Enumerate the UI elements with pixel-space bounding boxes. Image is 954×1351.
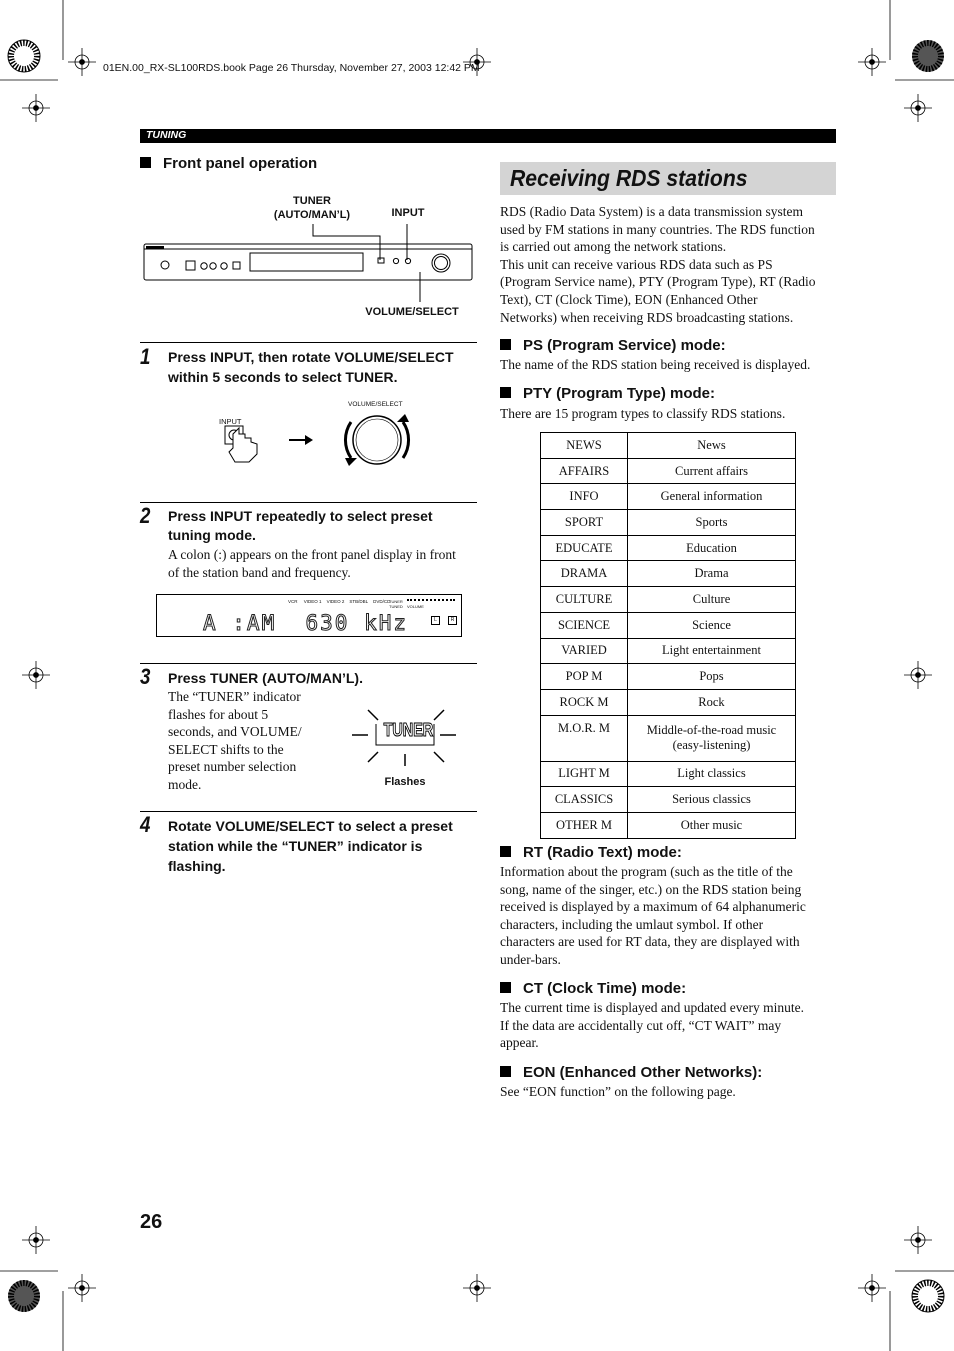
book-info-line: 01EN.00_RX-SL100RDS.book Page 26 Thursday, November 27, 2003 12:42 PM: [103, 62, 480, 74]
eon-heading: EON (Enhanced Other Networks):: [500, 1064, 762, 1081]
step-2-title: Press INPUT repeatedly to select preset tuning mode.: [168, 508, 433, 543]
table-row: OTHER M Other music: [541, 812, 796, 838]
step-3-body: The “TUNER” indicator flashes for about 5 seconds, and VOLUME/ SELECT shifts to the preset number selection mode.: [168, 689, 302, 792]
table-row: SPORT Sports: [541, 510, 796, 536]
rds-intro: RDS (Radio Data System) is a data transmission system used by FM stations in many countries. The RDS function is carried out among the network stations. This unit can receive various RDS data such as PS (Program Service name), PTY (Program Type), RT (Radio Text), CT (Clock Time), EON (Enhanced Other Networks) when receiving RDS broadcasting stations.: [500, 204, 816, 325]
step-rule: [140, 502, 477, 503]
tuner-word: TUNER: [383, 720, 434, 740]
table-row: AFFAIRS Current affairs: [541, 458, 796, 484]
section-label: TUNING: [146, 129, 187, 141]
front-panel-figure: [140, 222, 480, 307]
step1-input-label: INPUT: [219, 417, 242, 426]
front-panel-display: [156, 594, 462, 637]
step1-figure: [215, 408, 425, 470]
table-row: CLASSICS Serious classics: [541, 787, 796, 813]
table-row: ROCK M Rock: [541, 689, 796, 715]
page-number: 26: [140, 1211, 163, 1233]
display-inputs: VCR VIDEO 1 VIDEO 2 STB/DBL DVD/CD: [288, 599, 391, 604]
pty-heading: PTY (Program Type) mode:: [500, 385, 715, 402]
step-1-number: 1: [140, 344, 151, 369]
display-r-indicator: R: [448, 616, 457, 625]
volume-select-callout: VOLUME/SELECT: [365, 306, 459, 318]
rt-heading: RT (Radio Text) mode:: [500, 844, 682, 861]
table-row: NEWS News: [541, 433, 796, 459]
step-2-number: 2: [140, 503, 151, 528]
table-row: VARIED Light entertainment: [541, 638, 796, 664]
step-4-title: Rotate VOLUME/SELECT to select a preset station while the “TUNER” indicator is flashing.: [168, 818, 453, 874]
step1-volume-label: VOLUME/SELECT: [348, 401, 403, 408]
step-3-number: 3: [140, 664, 151, 689]
table-row: LIGHT M Light classics: [541, 761, 796, 787]
volume-meter: [407, 599, 455, 604]
ps-heading: PS (Program Service) mode:: [500, 337, 726, 354]
front-panel-heading: Front panel operation: [140, 155, 317, 172]
flashes-caption: Flashes: [384, 776, 426, 788]
eon-text: See “EON function” on the following page.: [500, 1084, 736, 1099]
table-row: M.O.R. M Middle-of-the-road music (easy-listening): [541, 715, 796, 761]
display-volume-label: VOLUME: [407, 604, 424, 609]
display-tuner-indicator: TUNER TUNED: [389, 599, 403, 609]
table-row: SCIENCE Science: [541, 612, 796, 638]
pty-text: There are 15 program types to classify RDS stations.: [500, 406, 786, 421]
table-row: CULTURE Culture: [541, 587, 796, 613]
display-l-indicator: L: [431, 616, 440, 625]
step-1-title: Press INPUT, then rotate VOLUME/SELECT within 5 seconds to select TUNER.: [168, 349, 454, 385]
input-callout: INPUT: [391, 207, 425, 219]
page-title: Receiving RDS stations: [510, 165, 748, 191]
step-rule: [140, 342, 477, 343]
table-row: EDUCATE Education: [541, 535, 796, 561]
display-readout: A :AM 630 kHz: [203, 611, 409, 635]
step-2-body: A colon (:) appears on the front panel display in front of the station band and frequency.: [168, 547, 456, 580]
step-rule: [140, 663, 477, 664]
ps-text: The name of the RDS station being received is displayed.: [500, 357, 811, 372]
table-row: INFO General information: [541, 484, 796, 510]
rt-text: Information about the program (such as the title of the song, name of the singer, etc.) on the RDS station being received is displayed by a maximum of 64 alphanumeric characters, including the umlaut symbol. If other characters are used for RT data, they are displayed with under-bars.: [500, 864, 806, 967]
section-bar: [140, 129, 836, 143]
table-row: DRAMA Drama: [541, 561, 796, 587]
page-title-box: [500, 162, 836, 195]
step-4-number: 4: [140, 812, 151, 837]
table-row: POP M Pops: [541, 664, 796, 690]
step-3-title: Press TUNER (AUTO/MAN’L).: [168, 670, 363, 686]
tuner-callout: TUNER (AUTO/MAN’L): [273, 195, 351, 221]
ct-text: The current time is displayed and updated every minute. If the data are accidentally cut off, “CT WAIT” may appear.: [500, 1000, 805, 1051]
ct-heading: CT (Clock Time) mode:: [500, 980, 686, 997]
step-rule: [140, 811, 477, 812]
pty-table: [540, 432, 796, 839]
